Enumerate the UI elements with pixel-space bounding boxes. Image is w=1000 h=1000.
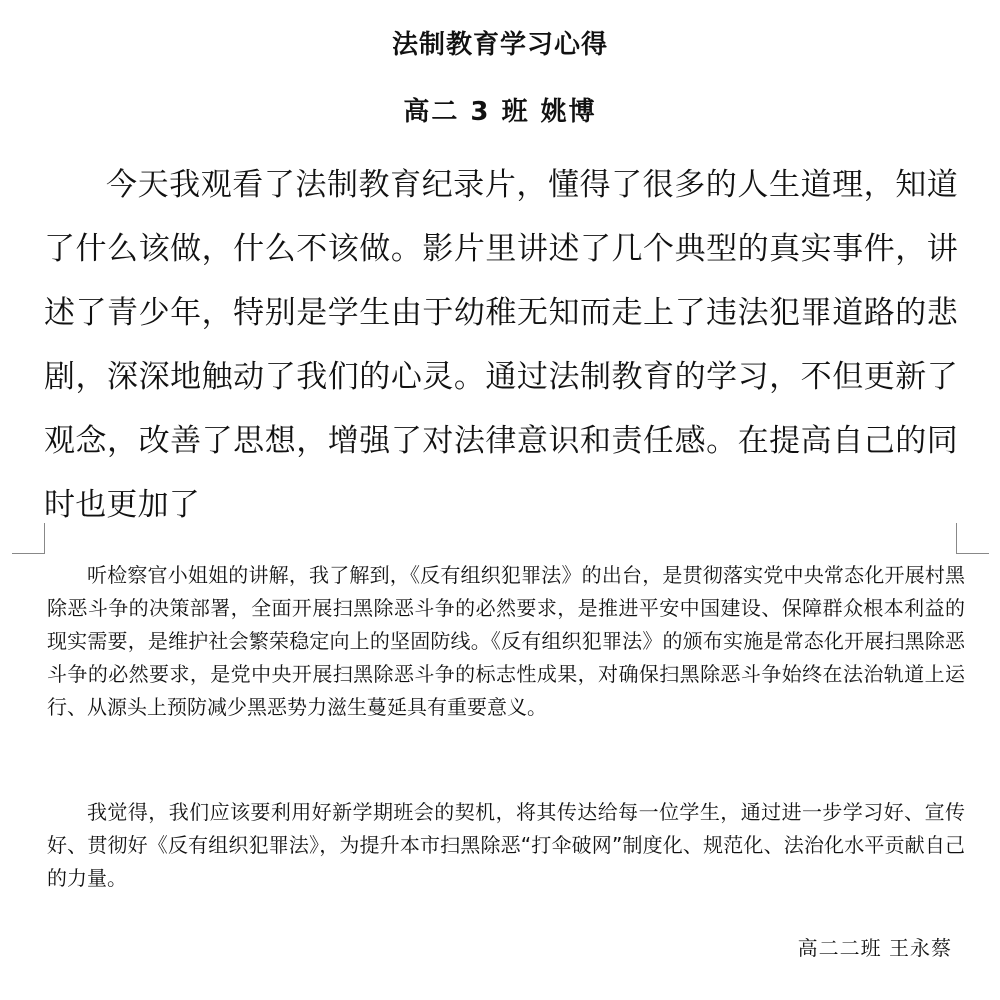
reflection-paragraph: 我觉得，我们应该要利用好新学期班会的契机，将其传达给每一位学生，通过进一步学习好、宣传好、贯彻好《反有组织犯罪法》，为提升本市扫黑除恶“打伞破网”制度化、规范化、法治化水平贡献自己的力量。: [47, 800, 965, 890]
author-line: 高二 3 班 姚博: [403, 97, 597, 127]
signature-line: 高二二班 王永蔡: [797, 936, 952, 960]
lower-document-page: [0, 555, 1000, 1000]
document-title: 法制教育学习心得: [391, 30, 608, 60]
page-corner-mark-right: [956, 523, 989, 554]
reflection-paragraph: 听检察官小姐姐的讲解，我了解到，《反有组织犯罪法》的出台，是贯彻落实党中央常态化开展村黑除恶斗争的决策部署，全面开展扫黑除恶斗争的必然要求，是推进平安中国建设、保障群众根本利益的现实需要，是维护社会繁荣稳定向上的坚固防线。《反有组织犯罪法》的颁布实施是常态化开展扫黑除恶斗争的必然要求，是党中央开展扫黑除恶斗争的标志性成果，对确保扫黑除恶斗争始终在法治轨道上运行、从源头上预防减少黑恶势力滋生蔓延具有重要意义。: [47, 563, 965, 719]
page-corner-mark-left: [12, 523, 45, 554]
essay-paragraph: 今天我观看了法制教育纪录片，懂得了很多的人生道理，知道了什么该做，什么不该做。影片里讲述了几个典型的真实事件，讲述了青少年，特别是学生由于幼稚无知而走上了违法犯罪道路的悲剧，深深地触动了我们的心灵。通过法制教育的学习，不但更新了观念，改善了思想，增强了对法律意识和责任感。在提高自己的同时也更加了: [44, 167, 958, 523]
